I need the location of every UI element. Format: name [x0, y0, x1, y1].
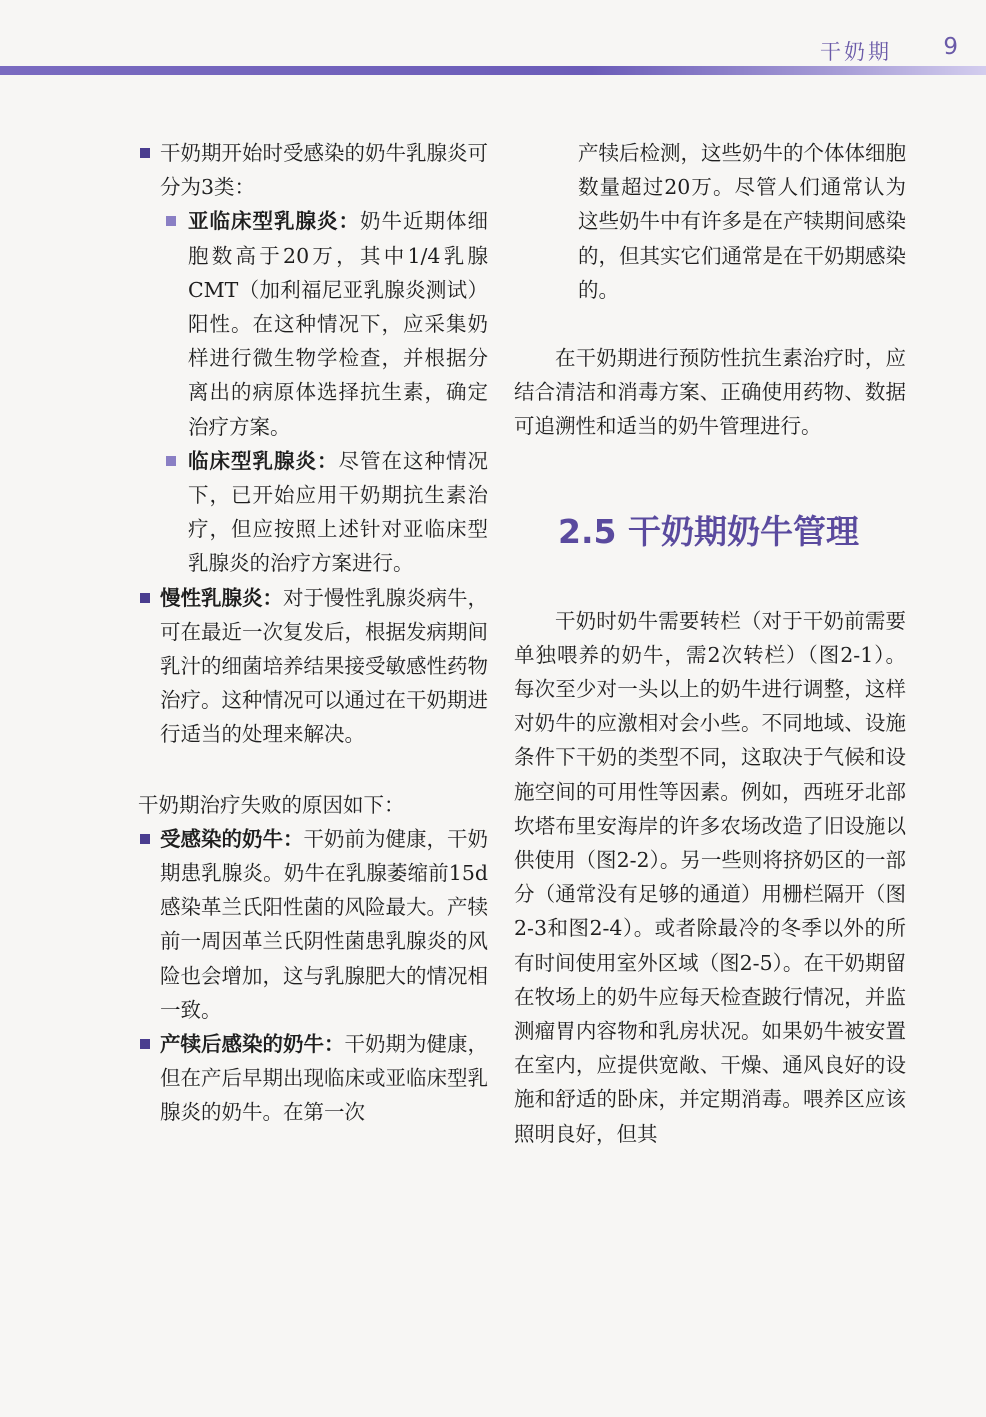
bottom-fade: [0, 1235, 986, 1325]
text-postpartum: 干奶期为健康，但在产后早期出现临床或亚临床型乳腺炎的奶牛。在第一次: [160, 1032, 488, 1125]
section-heading: 2.5 干奶期奶牛管理: [558, 511, 859, 551]
bullet-infected-cow: [138, 822, 488, 1027]
management-paragraph: 干奶时奶牛需要转栏（对于干奶前需要单独喂养的奶牛，需2次转栏）（图2-1）。每次至少对一头以上的奶牛进行调整，这样对奶牛的应激相对会小些。不同地域、设施条件下干奶的类型不同，这取决于气候和设施空间的可用性等因素。例如，西班牙北部坎塔布里安海岸的许多农场改造了旧设施以供使用（图2-2）。另一些则将挤奶区的一部分（通常没有足够的通道）用栅栏隔开（图2-3和图2-4）。或者除最冷的冬季以外的所有时间使用室外区域（图2-5）。在干奶期留在牧场上的奶牛应每天检查跛行情况，并监测瘤胃内容物和乳房状况。如果奶牛被安置在室内，应提供宽敞、干燥、通风良好的设施和舒适的卧床，并定期消毒。喂养区应该照明良好，但其: [514, 608, 906, 1146]
right-column: [514, 136, 906, 1151]
prevention-paragraph: 在干奶期进行预防性抗生素治疗时，应结合清洁和消毒方案、正确使用药物、数据可追溯性和适当的奶牛管理进行。: [514, 346, 906, 439]
text-chronic: 对于慢性乳腺炎病牛，可在最近一次复发后，根据发病期间乳汁的细菌培养结果接受敏感性药物治疗。这种情况可以通过在干奶期进行适当的处理来解决。: [160, 585, 488, 747]
bullet-dry-period-infection: 干奶期开始时受感染的奶牛乳腺炎可分为3类：: [138, 136, 488, 204]
term-chronic: 慢性乳腺炎：: [160, 585, 283, 610]
term-clinical: 临床型乳腺炎：: [188, 448, 339, 473]
continuation-paragraph: 产犊后检测，这些奶牛的个体体细胞数量超过20万。尽管人们通常认为这些奶牛中有许多是在产犊期间感染的，但其实它们通常是在干奶期感染的。: [578, 141, 906, 302]
sub-bullet-clinical: [138, 444, 488, 581]
text-subclinical: 奶牛近期体细胞数高于20万，其中1/4乳腺CMT（加利福尼亚乳腺炎测试）阳性。在这种情况下，应采集奶样进行微生物学检查，并根据分离出的病原体选择抗生素，确定治疗方案。: [188, 209, 488, 439]
page-number: 9: [943, 34, 958, 60]
spacer: [138, 752, 488, 788]
bullet-postpartum-cow: [138, 1027, 488, 1130]
header-rule: [0, 66, 986, 75]
text-infected: 干奶前为健康，干奶期患乳腺炎。奶牛在乳腺萎缩前15d感染革兰氏阳性菌的风险最大。产犊前一周因革兰氏阴性菌患乳腺炎的风险也会增加，这与乳腺肥大的情况相一致。: [160, 826, 488, 1022]
term-infected: 受感染的奶牛：: [160, 826, 304, 851]
running-head: 干奶期: [820, 40, 892, 64]
left-column: [138, 136, 488, 1130]
term-postpartum: 产犊后感染的奶牛：: [160, 1032, 345, 1057]
page-header: [0, 0, 986, 80]
text-clinical: 尽管在这种情况下，已开始应用干奶期抗生素治疗，但应按照上述针对亚临床型乳腺炎的治疗方案进行。: [188, 448, 488, 576]
sub-bullet-subclinical: [138, 204, 488, 443]
spacer: [514, 307, 906, 341]
term-subclinical: 亚临床型乳腺炎：: [188, 209, 360, 234]
failure-intro: 干奶期治疗失败的原因如下：: [138, 792, 405, 817]
bullet-chronic: [138, 581, 488, 752]
